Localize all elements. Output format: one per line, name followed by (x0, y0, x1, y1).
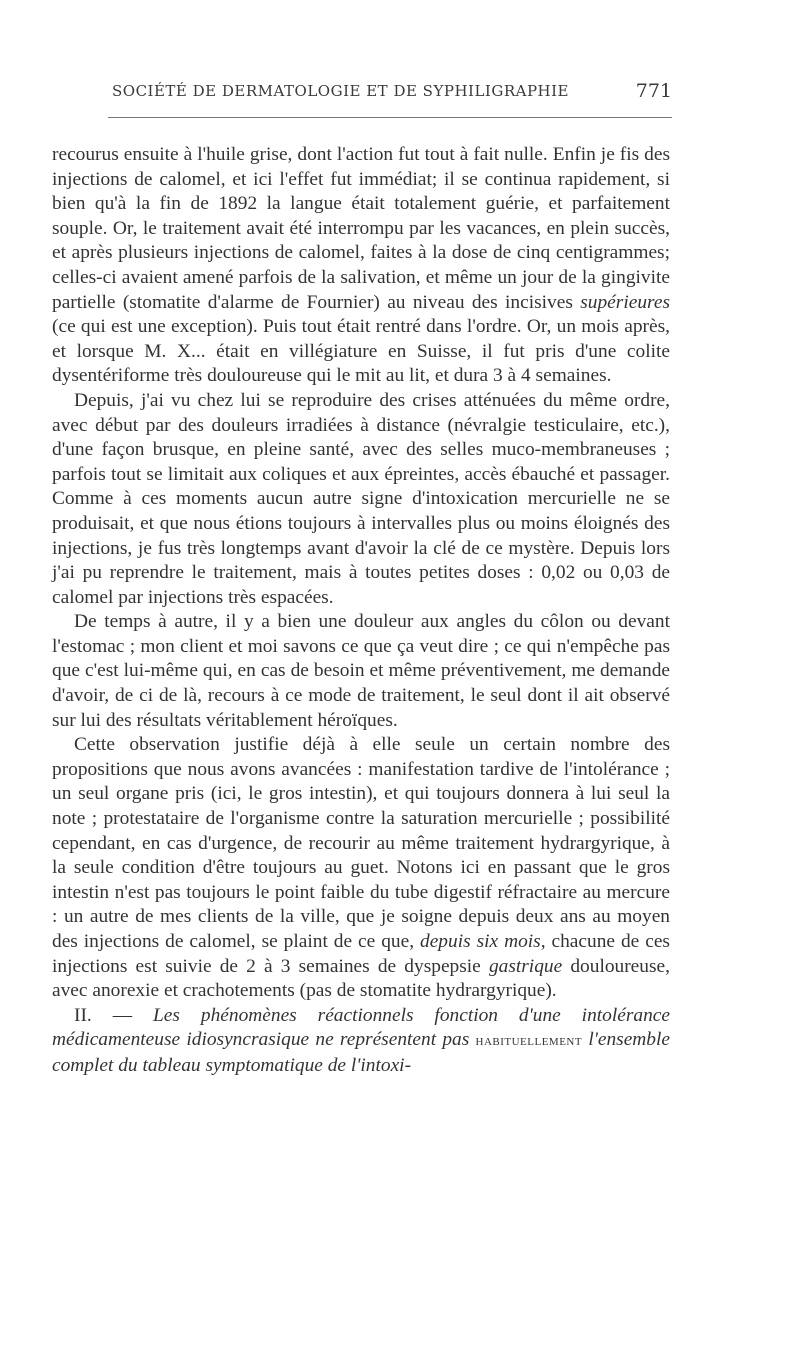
running-header (52, 82, 672, 112)
page-number: 771 (635, 80, 672, 102)
paragraph-1-text-end: (ce qui est une exception). Puis tout était rentré dans l'ordre. Or, un mois après, et lorsque M. X... était en villégiature en Suisse, il fut pris d'une colite dysentériforme très douloureuse qui le mit au lit, et dura 3 à 4 semaines. (52, 316, 670, 387)
paragraph-4-text: Cette observation justifie déjà à elle seule un certain nombre des propositions que nous avons avancées : manifestation tardive de l'intolérance ; un seul organe pris (ici, le gros intestin), et qui toujours donnera à lui seul la note ; protestataire de l'organisme contre la saturation mercurielle ; possibilité cependant, en cas d'urgence, de recourir au même traitement hydrargyrique, à la seule condition d'être toujours au guet. Notons ici en passant que le gros intestin n'est pas toujours le point faible du tube digestif réfractaire au mercure : un autre de mes clients de la ville, que je soigne depuis deux ans au moyen des injections de calomel, se plaint de ce que, (52, 734, 670, 952)
paragraph-1 (52, 143, 670, 389)
paragraph-3-text: De temps à autre, il y a bien une douleur aux angles du côlon ou devant l'estomac ; mon client et moi savons ce que ça veut dire ; ce qui n'empêche pas que c'est lui-même qui, en cas de besoin et même préventivement, me demande d'avoir, de ci de là, recours à ce mode de traitement, le seul dont il ait observé sur lui des résultats véritablement héroïques. (52, 611, 670, 731)
paragraph-4 (52, 733, 670, 1004)
paragraph-1-text: recourus ensuite à l'huile grise, dont l'action fut tout à fait nulle. Enfin je fis des injections de calomel, et ici l'effet fut immédiat; il se continua rapidement, si bien qu'à la fin de 1892 la langue était totalement guérie, et parfaitement souple. Or, le traitement avait été interrompu par les vacances, en plein succès, et après plusieurs injections de calomel, faites à la dose de cinq centigrammes; celles-ci avaient amené parfois de la salivation, et même un jour de la gingivite partielle (stomatite d'alarme de Fournier) au niveau des incisives (52, 144, 670, 313)
header-title: SOCIÉTÉ DE DERMATOLOGIE ET DE SYPHILIGRAPHIE (112, 82, 570, 100)
paragraph-2 (52, 389, 670, 610)
paragraph-2-text: Depuis, j'ai vu chez lui se reproduire des crises atténuées du même ordre, avec début par des douleurs irradiées à distance (névralgie testiculaire, etc.), d'une façon brusque, en pleine santé, avec des selles muco-membraneuses ; parfois tout se limitait aux coliques et aux épreintes, accès ébauché et passager. Comme à ces moments aucun autre signe d'intoxication mercurielle ne se produisait, et que nous étions toujours à intervalles plus ou moins éloignés des injections, je fus très longtemps avant d'avoir la clé de ce mystère. Depuis lors j'ai pu reprendre le traitement, mais à toutes petites doses : 0,02 ou 0,03 de calomel par injections très espacées. (52, 389, 670, 608)
paragraph-4-text-mid: , chacune de ces injections est suivie de 2 à 3 semaines de dyspepsie (52, 931, 670, 977)
paragraph-5 (52, 1004, 670, 1079)
paragraph-5-small-caps: habituellement (475, 1032, 583, 1050)
paragraph-4-italic-2: gastrique (488, 955, 563, 977)
body-text (52, 143, 670, 1079)
paragraph-3 (52, 610, 670, 733)
paragraph-4-italic-1: depuis six mois (420, 931, 541, 952)
section-number: II. — (74, 1004, 154, 1026)
header-rule (108, 117, 672, 118)
paragraph-5-italic-2: l'ensemble complet du tableau symptomatique de l'intoxi- (52, 1029, 670, 1076)
paragraph-1-italic: supérieures (580, 291, 670, 313)
paragraph-4-text-end: douloureuse, avec anorexie et crachotements (pas de stomatite hydrargyrique). (52, 955, 670, 1002)
paragraph-5-italic-1: Les phénomènes réactionnels fonction d'une intolérance médicamenteuse idiosyncrasique ne représentent pas (52, 1004, 670, 1051)
